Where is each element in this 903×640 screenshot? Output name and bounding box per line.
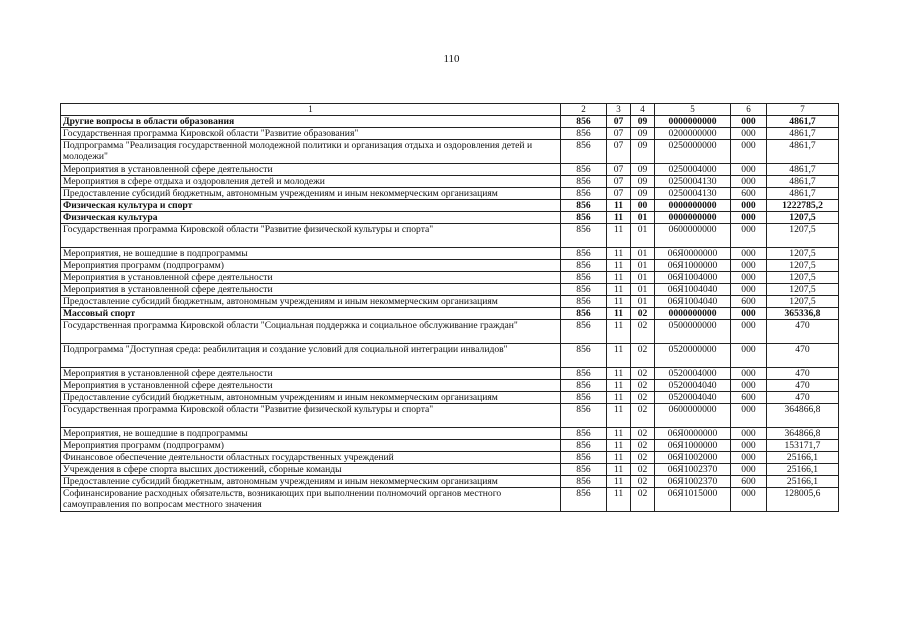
row-expense-type-cell: 600 [731, 392, 767, 404]
row-target-code-cell: 06Я1004040 [655, 284, 731, 296]
table-row [61, 404, 839, 428]
row-name-cell: Массовый спорт [61, 308, 561, 320]
row-name-cell: Предоставление субсидий бюджетным, автономным учреждениям и иным некоммерческим организациям [61, 296, 561, 308]
row-section-cell: 11 [607, 224, 631, 248]
row-section-cell: 11 [607, 464, 631, 476]
column-header: 5 [655, 104, 731, 116]
column-header: 4 [631, 104, 655, 116]
row-target-code-cell: 0250004130 [655, 188, 731, 200]
row-name-cell: Мероприятия программ (подпрограмм) [61, 260, 561, 272]
row-subsection-cell: 00 [631, 200, 655, 212]
row-code-cell: 856 [561, 224, 607, 248]
row-subsection-cell: 01 [631, 260, 655, 272]
row-amount-cell: 1207,5 [767, 224, 839, 248]
row-section-cell: 07 [607, 176, 631, 188]
table-row [61, 368, 839, 380]
row-expense-type-cell: 000 [731, 308, 767, 320]
row-code-cell: 856 [561, 200, 607, 212]
row-section-cell: 11 [607, 440, 631, 452]
row-expense-type-cell: 000 [731, 212, 767, 224]
row-amount-cell: 4861,7 [767, 116, 839, 128]
row-subsection-cell: 02 [631, 368, 655, 380]
row-subsection-cell: 01 [631, 212, 655, 224]
row-expense-type-cell: 000 [731, 140, 767, 164]
row-name-cell: Государственная программа Кировской области "Развитие образования" [61, 128, 561, 140]
row-subsection-cell: 09 [631, 140, 655, 164]
row-section-cell: 11 [607, 272, 631, 284]
column-header: 1 [61, 104, 561, 116]
row-name-cell: Физическая культура и спорт [61, 200, 561, 212]
table-row [61, 320, 839, 344]
row-target-code-cell: 0520004040 [655, 392, 731, 404]
row-name-cell: Физическая культура [61, 212, 561, 224]
row-name-cell: Мероприятия, не вошедшие в подпрограммы [61, 428, 561, 440]
row-subsection-cell: 02 [631, 488, 655, 512]
row-expense-type-cell: 000 [731, 116, 767, 128]
row-target-code-cell: 0520000000 [655, 344, 731, 368]
table-row [61, 260, 839, 272]
row-target-code-cell: 0000000000 [655, 200, 731, 212]
table-row [61, 488, 839, 512]
column-header: 2 [561, 104, 607, 116]
row-code-cell: 856 [561, 464, 607, 476]
table-row [61, 440, 839, 452]
row-code-cell: 856 [561, 368, 607, 380]
row-target-code-cell: 06Я1002000 [655, 452, 731, 464]
row-expense-type-cell: 000 [731, 464, 767, 476]
row-amount-cell: 1207,5 [767, 272, 839, 284]
row-code-cell: 856 [561, 380, 607, 392]
row-section-cell: 11 [607, 488, 631, 512]
row-target-code-cell: 06Я1000000 [655, 440, 731, 452]
row-target-code-cell: 06Я1002370 [655, 476, 731, 488]
row-subsection-cell: 09 [631, 128, 655, 140]
row-expense-type-cell: 000 [731, 488, 767, 512]
row-target-code-cell: 06Я1002370 [655, 464, 731, 476]
row-subsection-cell: 02 [631, 320, 655, 344]
row-expense-type-cell: 000 [731, 368, 767, 380]
row-code-cell: 856 [561, 164, 607, 176]
row-section-cell: 11 [607, 248, 631, 260]
row-amount-cell: 4861,7 [767, 164, 839, 176]
table-row [61, 392, 839, 404]
row-expense-type-cell: 000 [731, 224, 767, 248]
row-subsection-cell: 09 [631, 176, 655, 188]
table-row [61, 176, 839, 188]
row-target-code-cell: 0000000000 [655, 212, 731, 224]
row-subsection-cell: 02 [631, 344, 655, 368]
row-name-cell: Государственная программа Кировской области "Развитие физической культуры и спорта" [61, 404, 561, 428]
table-header-row [61, 104, 839, 116]
row-code-cell: 856 [561, 452, 607, 464]
row-name-cell: Предоставление субсидий бюджетным, автономным учреждениям и иным некоммерческим организациям [61, 476, 561, 488]
row-subsection-cell: 02 [631, 476, 655, 488]
row-code-cell: 856 [561, 476, 607, 488]
row-name-cell: Мероприятия в установленной сфере деятельности [61, 380, 561, 392]
row-expense-type-cell: 000 [731, 404, 767, 428]
row-expense-type-cell: 000 [731, 272, 767, 284]
row-section-cell: 11 [607, 404, 631, 428]
row-amount-cell: 25166,1 [767, 452, 839, 464]
table-row [61, 116, 839, 128]
column-header: 7 [767, 104, 839, 116]
row-amount-cell: 1207,5 [767, 212, 839, 224]
row-name-cell: Софинансирование расходных обязательств, возникающих при выполнении полномочий органов местного самоуправления по вопросам местного значения [61, 488, 561, 512]
row-code-cell: 856 [561, 440, 607, 452]
row-name-cell: Предоставление субсидий бюджетным, автономным учреждениям и иным некоммерческим организациям [61, 392, 561, 404]
row-subsection-cell: 02 [631, 452, 655, 464]
table-row [61, 284, 839, 296]
row-expense-type-cell: 000 [731, 248, 767, 260]
row-subsection-cell: 01 [631, 296, 655, 308]
row-section-cell: 11 [607, 296, 631, 308]
row-section-cell: 11 [607, 380, 631, 392]
row-target-code-cell: 0600000000 [655, 404, 731, 428]
row-expense-type-cell: 000 [731, 128, 767, 140]
table-row [61, 212, 839, 224]
row-code-cell: 856 [561, 296, 607, 308]
row-target-code-cell: 06Я0000000 [655, 428, 731, 440]
table-row [61, 224, 839, 248]
row-section-cell: 11 [607, 476, 631, 488]
row-target-code-cell: 0200000000 [655, 128, 731, 140]
row-code-cell: 856 [561, 428, 607, 440]
row-subsection-cell: 09 [631, 164, 655, 176]
row-amount-cell: 4861,7 [767, 140, 839, 164]
row-target-code-cell: 0520004000 [655, 368, 731, 380]
row-target-code-cell: 06Я1015000 [655, 488, 731, 512]
row-expense-type-cell: 000 [731, 284, 767, 296]
column-header: 3 [607, 104, 631, 116]
row-amount-cell: 470 [767, 344, 839, 368]
row-amount-cell: 4861,7 [767, 176, 839, 188]
row-code-cell: 856 [561, 488, 607, 512]
row-expense-type-cell: 000 [731, 380, 767, 392]
row-amount-cell: 1207,5 [767, 284, 839, 296]
row-section-cell: 07 [607, 164, 631, 176]
row-amount-cell: 4861,7 [767, 128, 839, 140]
row-target-code-cell: 06Я1004040 [655, 296, 731, 308]
table-row [61, 296, 839, 308]
row-expense-type-cell: 600 [731, 188, 767, 200]
row-amount-cell: 470 [767, 368, 839, 380]
row-subsection-cell: 01 [631, 272, 655, 284]
row-expense-type-cell: 000 [731, 344, 767, 368]
row-code-cell: 856 [561, 128, 607, 140]
row-expense-type-cell: 600 [731, 296, 767, 308]
row-expense-type-cell: 000 [731, 164, 767, 176]
row-subsection-cell: 01 [631, 224, 655, 248]
row-code-cell: 856 [561, 140, 607, 164]
table-row [61, 164, 839, 176]
table-row [61, 428, 839, 440]
row-section-cell: 11 [607, 284, 631, 296]
row-section-cell: 11 [607, 392, 631, 404]
row-code-cell: 856 [561, 260, 607, 272]
row-target-code-cell: 06Я1004000 [655, 272, 731, 284]
row-name-cell: Государственная программа Кировской области "Социальная поддержка и социальное обслуживание граждан" [61, 320, 561, 344]
row-section-cell: 11 [607, 428, 631, 440]
row-code-cell: 856 [561, 116, 607, 128]
row-section-cell: 07 [607, 116, 631, 128]
row-code-cell: 856 [561, 308, 607, 320]
row-name-cell: Мероприятия программ (подпрограмм) [61, 440, 561, 452]
table-row [61, 248, 839, 260]
row-section-cell: 11 [607, 308, 631, 320]
row-expense-type-cell: 000 [731, 452, 767, 464]
row-subsection-cell: 09 [631, 188, 655, 200]
row-name-cell: Мероприятия, не вошедшие в подпрограммы [61, 248, 561, 260]
table-row [61, 308, 839, 320]
row-section-cell: 07 [607, 188, 631, 200]
row-target-code-cell: 0500000000 [655, 320, 731, 344]
row-code-cell: 856 [561, 404, 607, 428]
table-row [61, 140, 839, 164]
row-subsection-cell: 02 [631, 308, 655, 320]
row-expense-type-cell: 000 [731, 320, 767, 344]
page-number: 110 [443, 53, 460, 65]
row-name-cell: Мероприятия в установленной сфере деятельности [61, 164, 561, 176]
row-target-code-cell: 0250004000 [655, 164, 731, 176]
row-name-cell: Учреждения в сфере спорта высших достижений, сборные команды [61, 464, 561, 476]
row-subsection-cell: 01 [631, 284, 655, 296]
row-name-cell: Предоставление субсидий бюджетным, автономным учреждениям и иным некоммерческим организациям [61, 188, 561, 200]
row-name-cell: Мероприятия в сфере отдыха и оздоровления детей и молодежи [61, 176, 561, 188]
row-expense-type-cell: 000 [731, 428, 767, 440]
row-subsection-cell: 09 [631, 116, 655, 128]
row-subsection-cell: 02 [631, 428, 655, 440]
row-code-cell: 856 [561, 284, 607, 296]
table-row [61, 344, 839, 368]
table-row [61, 452, 839, 464]
row-section-cell: 11 [607, 344, 631, 368]
row-amount-cell: 1222785,2 [767, 200, 839, 212]
row-section-cell: 07 [607, 140, 631, 164]
row-target-code-cell: 0250004130 [655, 176, 731, 188]
table-row [61, 200, 839, 212]
row-name-cell: Мероприятия в установленной сфере деятельности [61, 272, 561, 284]
row-subsection-cell: 02 [631, 380, 655, 392]
row-code-cell: 856 [561, 272, 607, 284]
row-code-cell: 856 [561, 344, 607, 368]
table-row [61, 476, 839, 488]
row-section-cell: 11 [607, 320, 631, 344]
row-name-cell: Подпрограмма "Доступная среда: реабилитация и создание условий для социальной интеграции инвалидов" [61, 344, 561, 368]
row-name-cell: Финансовое обеспечение деятельности областных государственных учреждений [61, 452, 561, 464]
row-section-cell: 11 [607, 200, 631, 212]
table-row [61, 464, 839, 476]
table-row [61, 272, 839, 284]
row-section-cell: 11 [607, 452, 631, 464]
row-expense-type-cell: 000 [731, 260, 767, 272]
row-target-code-cell: 0000000000 [655, 116, 731, 128]
row-target-code-cell: 0000000000 [655, 308, 731, 320]
row-section-cell: 07 [607, 128, 631, 140]
row-target-code-cell: 06Я1000000 [655, 260, 731, 272]
row-code-cell: 856 [561, 320, 607, 344]
row-code-cell: 856 [561, 248, 607, 260]
row-amount-cell: 153171,7 [767, 440, 839, 452]
row-section-cell: 11 [607, 368, 631, 380]
row-code-cell: 856 [561, 212, 607, 224]
row-section-cell: 11 [607, 212, 631, 224]
row-name-cell: Другие вопросы в области образования [61, 116, 561, 128]
row-amount-cell: 364866,8 [767, 404, 839, 428]
table-row [61, 188, 839, 200]
row-section-cell: 11 [607, 260, 631, 272]
row-expense-type-cell: 000 [731, 176, 767, 188]
row-name-cell: Мероприятия в установленной сфере деятельности [61, 368, 561, 380]
table-row [61, 380, 839, 392]
row-amount-cell: 25166,1 [767, 476, 839, 488]
row-subsection-cell: 02 [631, 392, 655, 404]
row-amount-cell: 4861,7 [767, 188, 839, 200]
row-code-cell: 856 [561, 176, 607, 188]
row-amount-cell: 1207,5 [767, 260, 839, 272]
row-amount-cell: 25166,1 [767, 464, 839, 476]
row-subsection-cell: 02 [631, 464, 655, 476]
row-amount-cell: 1207,5 [767, 248, 839, 260]
row-target-code-cell: 0520004040 [655, 380, 731, 392]
row-expense-type-cell: 600 [731, 476, 767, 488]
row-amount-cell: 364866,8 [767, 428, 839, 440]
column-header: 6 [731, 104, 767, 116]
row-name-cell: Мероприятия в установленной сфере деятельности [61, 284, 561, 296]
table-row [61, 128, 839, 140]
row-subsection-cell: 02 [631, 404, 655, 428]
row-name-cell: Подпрограмма "Реализация государственной молодежной политики и организация отдыха и оздоровления детей и молодежи" [61, 140, 561, 164]
row-code-cell: 856 [561, 188, 607, 200]
row-subsection-cell: 01 [631, 248, 655, 260]
row-target-code-cell: 0250000000 [655, 140, 731, 164]
row-subsection-cell: 02 [631, 440, 655, 452]
row-amount-cell: 128005,6 [767, 488, 839, 512]
row-expense-type-cell: 000 [731, 440, 767, 452]
row-expense-type-cell: 000 [731, 200, 767, 212]
row-amount-cell: 470 [767, 380, 839, 392]
row-amount-cell: 365336,8 [767, 308, 839, 320]
row-code-cell: 856 [561, 392, 607, 404]
row-amount-cell: 1207,5 [767, 296, 839, 308]
row-target-code-cell: 0600000000 [655, 224, 731, 248]
row-amount-cell: 470 [767, 320, 839, 344]
row-amount-cell: 470 [767, 392, 839, 404]
budget-table [60, 103, 839, 512]
row-name-cell: Государственная программа Кировской области "Развитие физической культуры и спорта" [61, 224, 561, 248]
row-target-code-cell: 06Я0000000 [655, 248, 731, 260]
